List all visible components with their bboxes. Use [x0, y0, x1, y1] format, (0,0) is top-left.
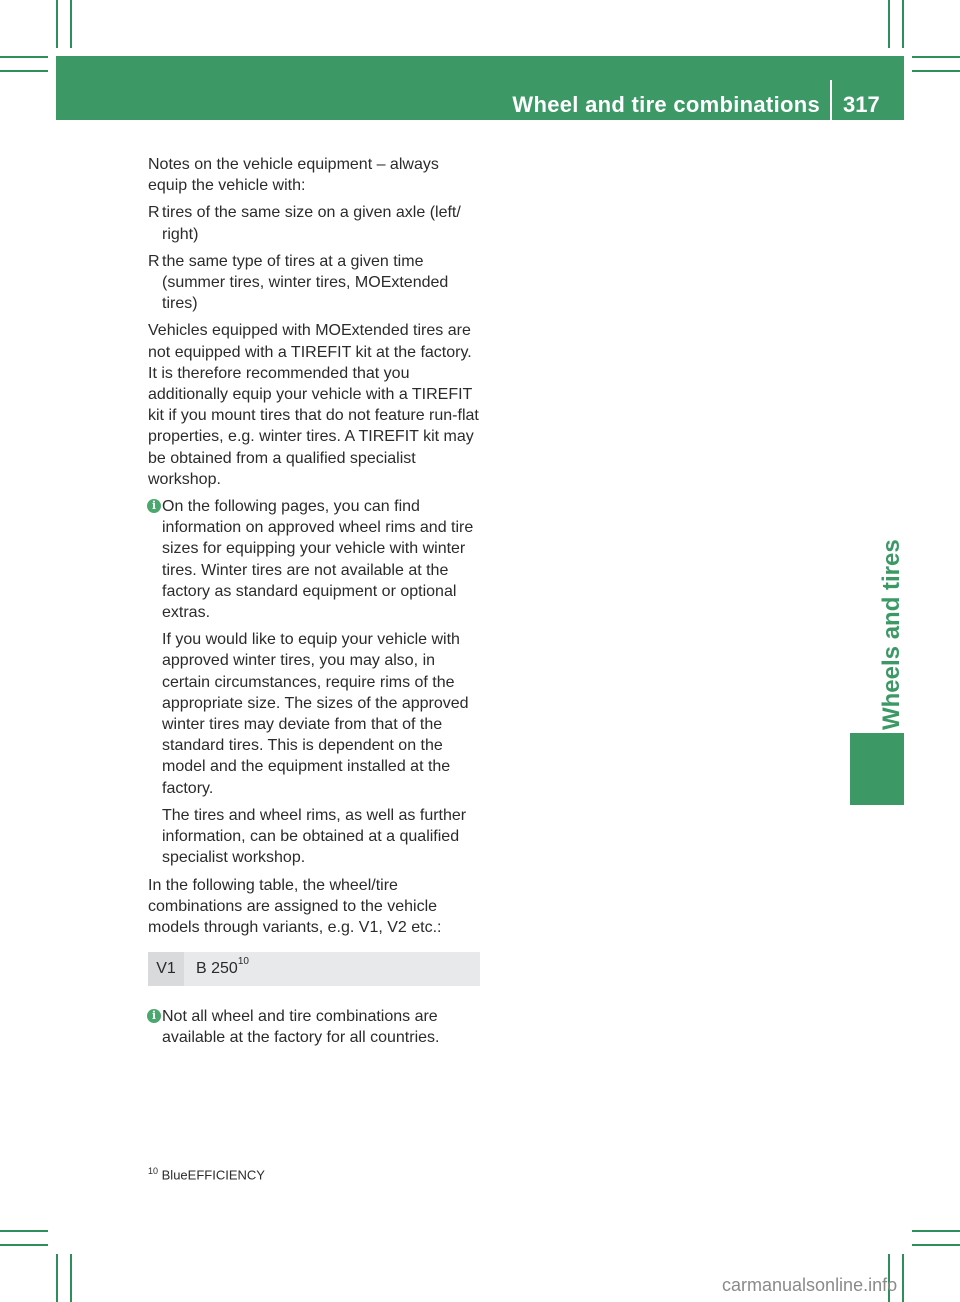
info-note-text: On the following pages, you can find information on approved wheel rims and tire sizes for equipping your vehicle with winter tires. Winter tires are not available at the factory as standard equipment or optional extras.: [162, 498, 474, 622]
header-separator: [830, 80, 832, 120]
list-item: [148, 202, 482, 244]
list-item-text: tires of the same size on a given axle (left/ right): [162, 204, 461, 243]
crop-mark: [0, 56, 48, 58]
moextended-paragraph: Vehicles equipped with MOExtended tires are not equipped with a TIREFIT kit at the factory. It is therefore recommended that you additionally equip your vehicle with a TIREFIT kit if you mount tires that do not feature run-flat properties, e.g. winter tires. A TIREFIT kit may be obtained from a qualified specialist workshop.: [148, 322, 479, 488]
section-side-label: Wheels and tires: [878, 539, 905, 730]
watermark: carmanualsonline.info: [722, 1275, 898, 1295]
info-icon: i: [147, 499, 161, 513]
list-item-text: the same type of tires at a given time (summer tires, winter tires, MOExtended tires): [162, 252, 449, 313]
variant-model-name: B 250: [196, 960, 238, 978]
crop-mark: [70, 1254, 72, 1302]
footnote: [148, 1166, 265, 1182]
info-note-text: If you would like to equip your vehicle with approved winter tires, you may also, in certain circumstances, require rims of the appropriate size. The sizes of the approved winter tires may deviate from that of the standard tires. This is dependent on the model and the equipment installed at the factory.: [162, 631, 469, 797]
variant-model: [184, 952, 249, 986]
crop-mark: [912, 56, 960, 58]
crop-mark: [902, 1254, 904, 1302]
page-number: 317: [843, 92, 880, 117]
crop-mark: [902, 0, 904, 48]
info-note-text: Not all wheel and tire combinations are available at the factory for all countries.: [162, 1008, 440, 1047]
list-item: [148, 251, 482, 315]
crop-mark: [0, 1244, 48, 1246]
footnote-reference: 10: [237, 956, 249, 968]
crop-mark: [0, 70, 48, 72]
crop-mark: [912, 1230, 960, 1232]
crop-mark: [912, 1244, 960, 1246]
bullet-icon: R: [148, 252, 160, 270]
info-note: [148, 1006, 482, 1048]
info-note-text: The tires and wheel rims, as well as further information, can be obtained at a qualified specialist workshop.: [162, 806, 467, 867]
bullet-icon: R: [148, 204, 160, 222]
footnote-number: 10: [148, 1166, 159, 1176]
crop-mark: [0, 1230, 48, 1232]
crop-mark: [888, 0, 890, 48]
table-intro-paragraph: In the following table, the wheel/tire combinations are assigned to the vehicle models through variants, e.g. V1, V2 etc.:: [148, 876, 442, 936]
variant-code: V1: [148, 952, 184, 986]
info-note: [148, 496, 482, 868]
info-icon: i: [147, 1009, 161, 1023]
intro-paragraph: Notes on the vehicle equipment – always equip the vehicle with:: [148, 156, 439, 195]
crop-mark: [56, 0, 58, 48]
crop-mark: [912, 70, 960, 72]
footnote-text: BlueEFFICIENCY: [161, 1167, 265, 1183]
crop-mark: [56, 1254, 58, 1302]
main-content: [148, 154, 482, 1055]
crop-mark: [70, 0, 72, 48]
page-title: Wheel and tire combinations: [512, 92, 820, 117]
variant-table: [148, 952, 480, 986]
section-tab: [850, 733, 904, 805]
